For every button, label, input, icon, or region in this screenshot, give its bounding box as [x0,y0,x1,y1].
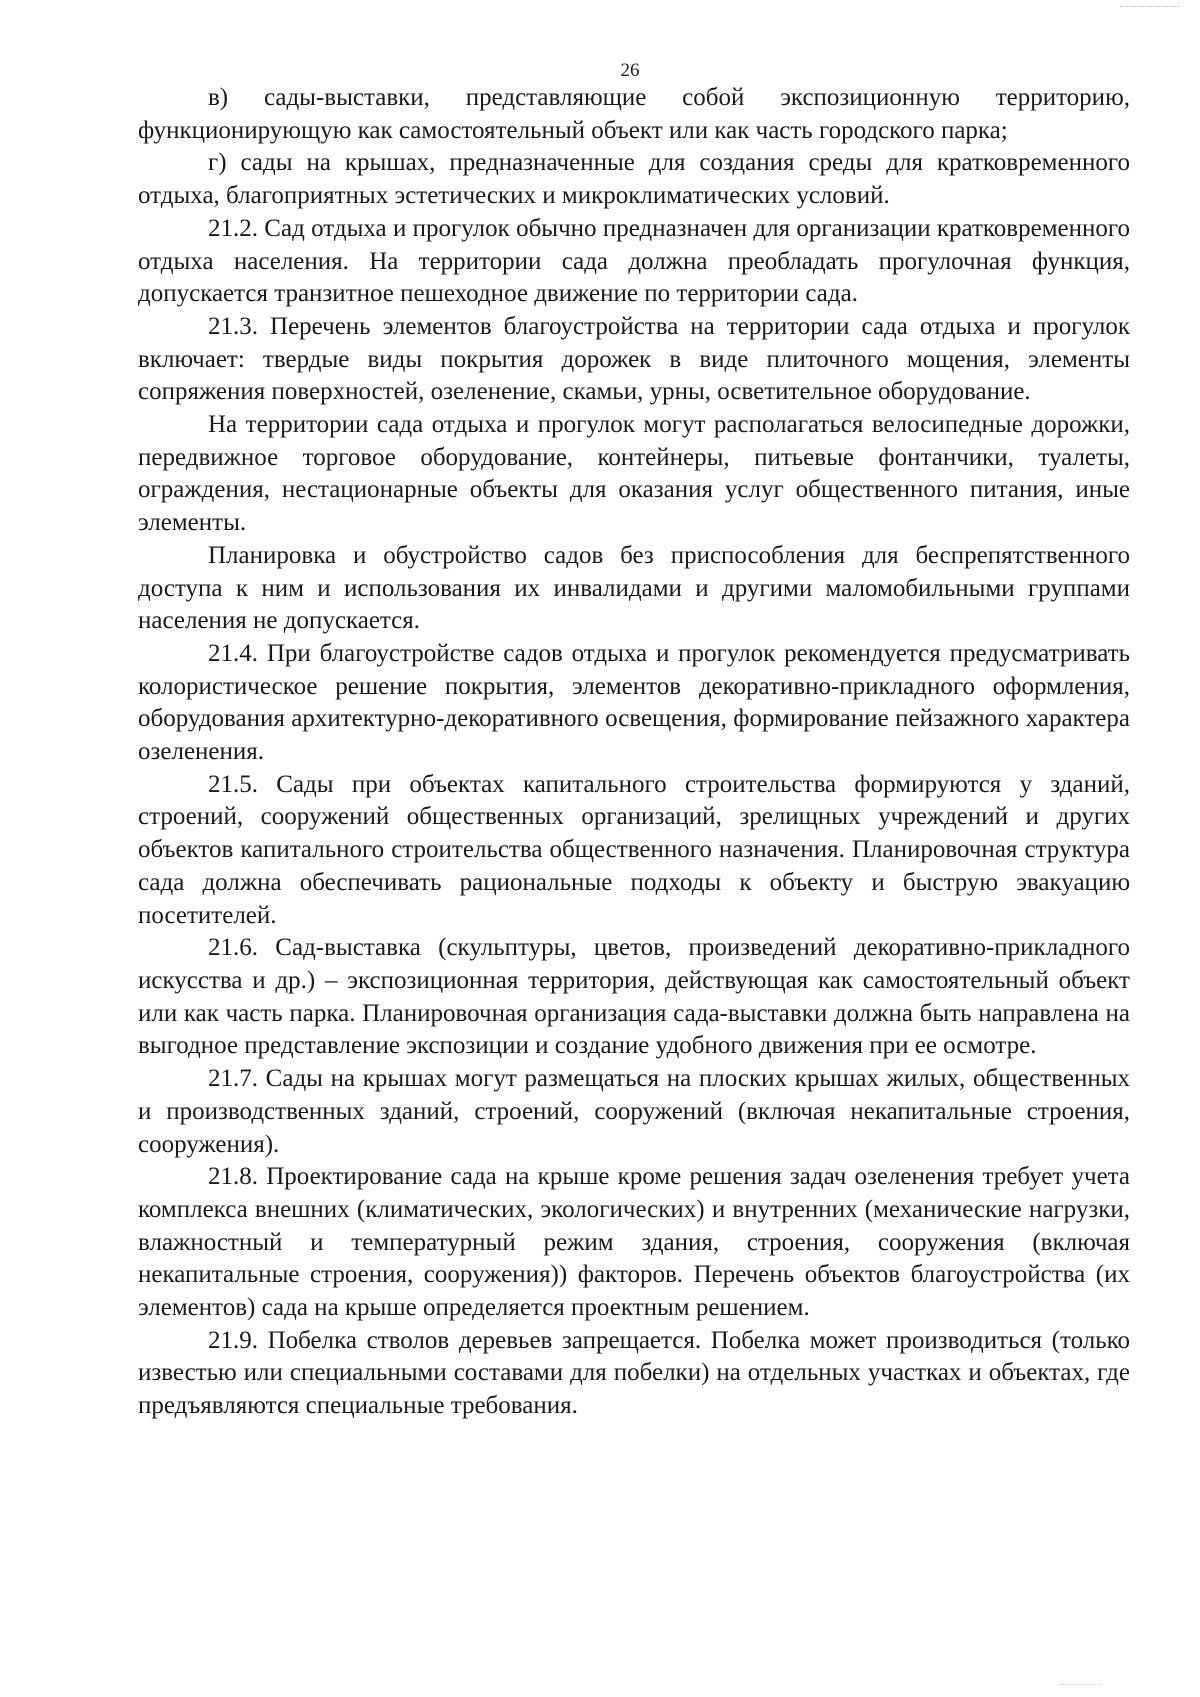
page-number: 26 [620,60,640,81]
paragraph-accessibility: Планировка и обустройство садов без приспособления для беспрепятственного доступа к ним и использования их инвалидами и другими маломобильными группами населения не допускается. [138,541,1130,635]
paragraph-item-v: в) сады-выставки, представляющие собой экспозиционную территорию, функционирующую как самостоятельный объект или как часть городского парка; [138,84,1130,144]
paragraph-21-7: 21.7. Сады на крышах могут размещаться на плоских крышах жилых, общественных и производственных зданий, строений, сооружений (включая некапитальные строения, сооружения). [138,1065,1130,1158]
paragraph-21-6: 21.6. Сад-выставка (скульптуры, цветов, произведений декоративно-прикладного искусства и др.) – экспозиционная территория, действующая как самостоятельный объект или как часть парка. Планировочная организация сада-выставки должна быть направлена на выгодное представление экспозиции и создание удобного движения при ее осмотре. [138,934,1130,1060]
paragraph-21-9: 21.9. Побелка стволов деревьев запрещается. Побелка может производиться (только известью или специальными составами для побелки) на отдельных участках и объектах, где предъявляются специальные требования. [138,1326,1130,1420]
paragraph-21-3: 21.3. Перечень элементов благоустройства на территории сада отдыха и прогулок включает: твердые виды покрытия дорожек в виде плиточного мощения, элементы сопряжения поверхностей, озеленение, скамьи, урны, осветительное оборудование. [138,312,1130,406]
scan-edge-mark-bottom [1060,1684,1100,1691]
paragraph-21-8: 21.8. Проектирование сада на крыше кроме решения задач озеленения требует учета комплекса внешних (климатических, экологических) и внутренних (механические нагрузки, влажностный и температурный режим здания, строения, сооружения (включая некапитальные строения, сооружения)) факторов. Перечень объектов благоустройства (их элементов) сада на крыше определяется проектным решением. [138,1163,1130,1322]
paragraph-21-4: 21.4. При благоустройстве садов отдыха и прогулок рекомендуется предусматривать колористическое решение покрытия, элементов декоративно-прикладного оформления, оборудования архитектурно-декоративного освещения, формирование пейзажного характера озеленения. [138,639,1130,766]
paragraph-21-2: 21.2. Сад отдыха и прогулок обычно предназначен для организации кратковременного отдыха населения. На территории сада должна преобладать прогулочная функция, допускается транзитное пешеходное движение по территории сада. [138,214,1130,308]
paragraph-item-g: г) сады на крышах, предназначенные для создания среды для кратковременного отдыха, благоприятных эстетических и микроклиматических условий. [138,149,1130,210]
paragraph-21-3-continued: На территории сада отдыха и прогулок могут располагаться велосипедные дорожки, передвижное торговое оборудование, контейнеры, питьевые фонтанчики, туалеты, ограждения, нестационарные объекты для оказания услуг общественного питания, иные элементы. [138,411,1130,537]
scan-edge-mark [1120,0,1180,7]
document-body [138,82,1130,1423]
paragraph-21-5: 21.5. Сады при объектах капитального строительства формируются у зданий, строений, сооружений общественных организаций, зрелищных учреждений и других объектов капитального строительства общественного назначения. Планировочная структура сада должна обеспечивать рациональные подходы к объекту и быструю эвакуацию посетителей. [138,770,1130,929]
